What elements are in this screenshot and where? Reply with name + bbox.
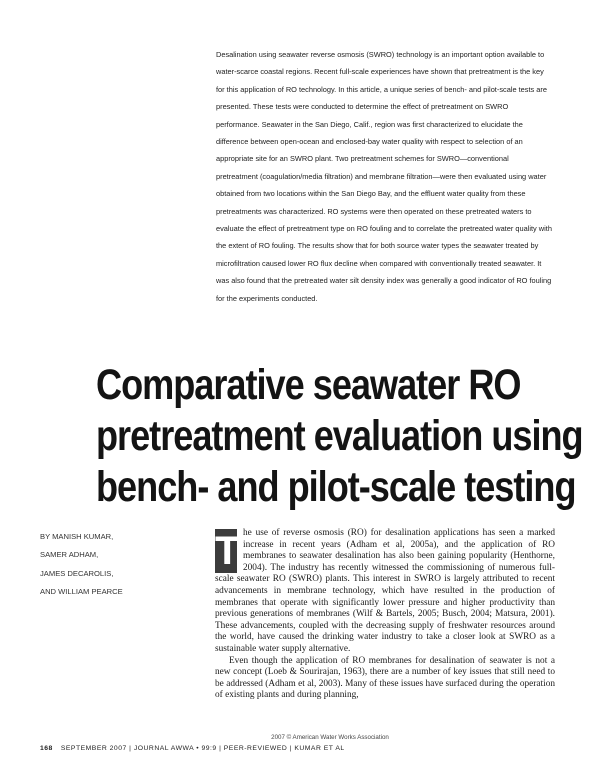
author-4: AND WILLIAM PEARCE xyxy=(40,586,123,596)
copyright-notice: 2007 © American Water Works Association xyxy=(271,734,389,741)
abstract xyxy=(216,46,552,307)
body-paragraph-1-text: he use of reverse osmosis (RO) for desalination applications has seen a marked increase in recent years (Adham et al, 2005a), and the application of RO membranes to seawater desalination has also been gaining popularity (Henthorne, 2004). The industry has recently witnessed the commissioning of numerous full-scale seawater RO (SWRO) plants. This interest in SWRO is largely attributed to recent advancements in membrane technology, which have resulted in the production of membranes that operate with significantly lower pressure and higher productivity than previous generations of membranes (Wilf & Bartels, 2005; Busch, 2004; Matsura, 2001). These advancements, coupled with the decreasing supply of freshwater resources around the world, have caused the drinking water industry to take a closer look at SWRO as a sustainable water supply alternative. xyxy=(215,528,555,654)
abstract-text: Desalination using seawater reverse osmosis (SWRO) technology is an important option available to water-scarce coastal regions. Recent full-scale experiences have shown that pretreatment is the key for this application of RO technology. In this article, a unique series of bench- and pilot-scale tests are presented. These tests were conducted to determine the effect of pretreatment on SWRO performance. Seawater in the San Diego, Calif., region was first characterized to elucidate the difference between open-ocean and enclosed-bay water quality with respect to selection of an appropriate site for an SWRO plant. Two pretreatment schemes for SWRO—conventional pretreatment (coagulation/media filtration) and membrane filtration—were then evaluated using water obtained from two locations within the San Diego Bay, and the effluent water quality from these pretreatments was characterized. RO systems were then operated on these pretreated waters to evaluate the effect of pretreatment type on RO fouling and to correlate the pretreated water quality with the extent of RO fouling. The results show that for both source water types the seawater treated by microfiltration caused lower RO flux decline when compared with conventionally treated seawater. It was also found that the pretreated water silt density index was generally a good indicator of RO fouling for the experiments conducted. xyxy=(216,50,552,303)
page-number: 168 xyxy=(40,745,53,752)
title-line-2: pretreatment evaluation using xyxy=(96,412,583,460)
body-paragraph-2: Even though the application of RO membranes for desalination of seawater is not a new concept (Loeb & Sourirajan, 1963), there are a number of key issues that still need to be addressed (Adham et al, 2003). Many of these issues have surfaced during the operation of existing plants and during planning, xyxy=(215,655,555,701)
author-1: BY MANISH KUMAR, xyxy=(40,532,114,541)
author-2: SAMER ADHAM, xyxy=(40,550,99,560)
author-list xyxy=(40,528,200,601)
author-3: JAMES DECAROLIS, xyxy=(40,568,114,578)
page-footer xyxy=(40,745,560,752)
title-line-1: Comparative seawater RO xyxy=(96,361,521,409)
footer-text: SEPTEMBER 2007 | JOURNAL AWWA • 99:9 | PEER-REVIEWED | KUMAR ET AL xyxy=(60,745,345,752)
title-line-3: bench- and pilot-scale testing xyxy=(96,463,576,511)
article-body xyxy=(215,528,555,702)
drop-cap: T xyxy=(215,529,240,573)
article-title xyxy=(96,360,583,513)
body-paragraph-1 xyxy=(215,528,555,656)
